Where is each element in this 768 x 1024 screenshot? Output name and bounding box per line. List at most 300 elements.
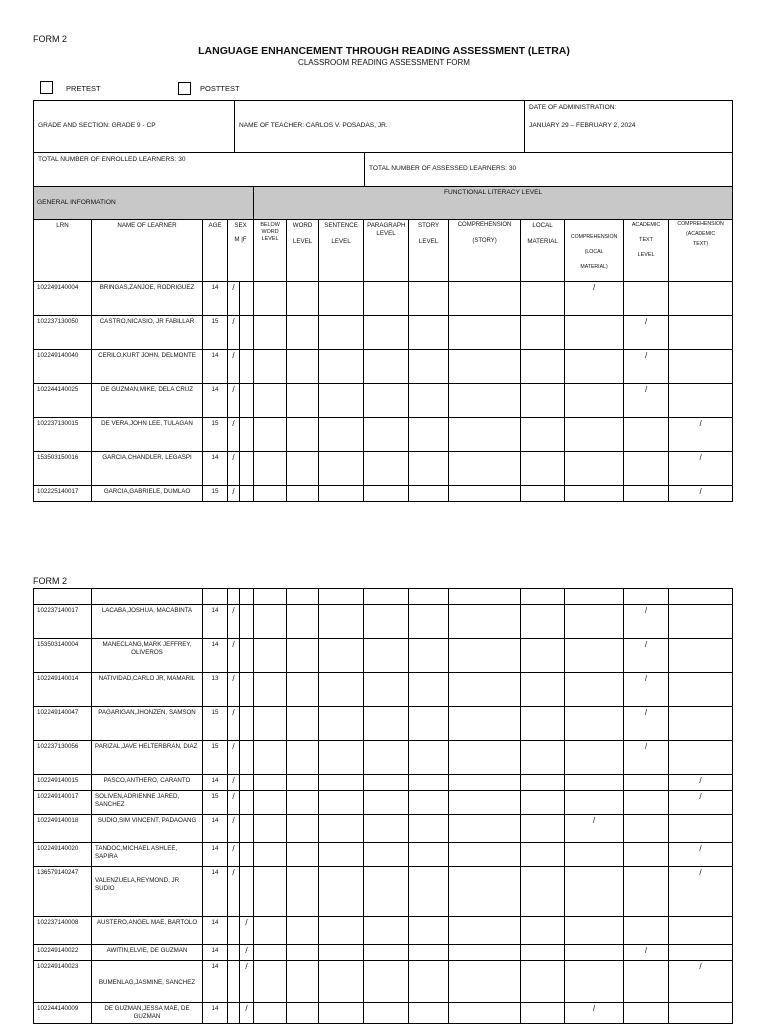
empty-cell: [287, 843, 319, 867]
age-cell: 14: [203, 350, 228, 384]
col-sentence: [319, 220, 364, 282]
age-cell: 13: [203, 673, 228, 707]
lrn-cell: 102249140020: [34, 843, 92, 867]
empty-cell: [449, 843, 521, 867]
empty-cell: [319, 867, 364, 917]
col-sex: [228, 220, 254, 282]
col-local-2: MATERIAL: [527, 238, 558, 246]
lrn-cell: 136579140247: [34, 867, 92, 917]
learner-rows-1: [34, 282, 733, 502]
col-comp-story: [449, 220, 521, 282]
col-comp-acad-1: COMPREHENSION: [677, 221, 724, 227]
empty-cell: [521, 775, 565, 791]
table-row: [34, 418, 733, 452]
sex-female-mark: [240, 815, 254, 843]
empty-cell: [449, 775, 521, 791]
empty-cell: [521, 917, 565, 945]
empty-cell: [319, 791, 364, 815]
col-story: [409, 220, 449, 282]
lrn-cell: 102249140040: [34, 350, 92, 384]
empty-cell: [287, 673, 319, 707]
empty-cell: [364, 350, 409, 384]
empty-cell: [669, 316, 733, 350]
table-row: [34, 673, 733, 707]
learner-name: CASTRO,NICASIO, JR FABILLAR: [92, 316, 203, 350]
empty-cell: [409, 961, 449, 1003]
sex-male-mark: /: [228, 350, 240, 384]
empty-cell: [319, 282, 364, 316]
level-mark: /: [624, 316, 669, 350]
age-cell: 15: [203, 486, 228, 502]
empty-cell: [364, 917, 409, 945]
empty-cell: [521, 282, 565, 316]
level-mark: /: [624, 673, 669, 707]
empty-cell: [565, 791, 624, 815]
empty-cell: [409, 1003, 449, 1024]
level-mark: /: [565, 1003, 624, 1024]
sex-male-mark: /: [228, 673, 240, 707]
lrn-cell: 102249140015: [34, 775, 92, 791]
empty-cell: [521, 486, 565, 502]
empty-cell: [409, 418, 449, 452]
empty-cell: [287, 741, 319, 775]
sex-male-mark: /: [228, 791, 240, 815]
col-word-1: WORD: [292, 222, 313, 229]
level-mark: /: [565, 815, 624, 843]
sex-female-mark: [240, 707, 254, 741]
sex-male-mark: [228, 961, 240, 1003]
table-row: [34, 316, 733, 350]
col-sex-mf: M |F: [234, 236, 247, 244]
empty-cell: [449, 707, 521, 741]
empty-cell: [319, 316, 364, 350]
empty-cell: [254, 639, 287, 673]
lrn-cell: 153503150016: [34, 452, 92, 486]
age-cell: 14: [203, 605, 228, 639]
learner-rows-2: [34, 605, 733, 1024]
col-comp-acad-2: (ACADEMIC: [686, 230, 716, 237]
empty-cell: [669, 605, 733, 639]
col-comp-local-2: (LOCAL: [584, 248, 604, 255]
empty-cell: [409, 452, 449, 486]
empty-cell: [449, 418, 521, 452]
col-lrn: LRN: [34, 220, 92, 282]
empty-cell: [364, 1003, 409, 1024]
table-row: [34, 741, 733, 775]
empty-cell: [287, 961, 319, 1003]
empty-cell: [319, 418, 364, 452]
empty-cell: [624, 452, 669, 486]
empty-cell: [624, 843, 669, 867]
sex-female-mark: /: [240, 945, 254, 961]
sex-male-mark: [228, 945, 240, 961]
lrn-cell: 102249140023: [34, 961, 92, 1003]
empty-cell: [319, 1003, 364, 1024]
empty-cell: [565, 673, 624, 707]
empty-cell: [319, 843, 364, 867]
sex-male-mark: /: [228, 605, 240, 639]
empty-cell: [287, 452, 319, 486]
sex-female-mark: [240, 316, 254, 350]
empty-cell: [364, 843, 409, 867]
empty-cell: [364, 418, 409, 452]
functional-literacy-header: FUNCTIONAL LITERACY LEVEL: [254, 187, 733, 220]
learner-name: SUDIO,SIM VINCENT, PADAOANG: [92, 815, 203, 843]
empty-cell: [319, 452, 364, 486]
empty-cell: [409, 945, 449, 961]
age-cell: 15: [203, 791, 228, 815]
lrn-cell: 102237140017: [34, 605, 92, 639]
col-local-1: LOCAL: [532, 222, 553, 229]
learner-name: AWITIN,ELVIE, DE GUZMAN: [92, 945, 203, 961]
empty-cell: [254, 917, 287, 945]
sex-female-mark: /: [240, 961, 254, 1003]
empty-cell: [409, 282, 449, 316]
empty-cell: [449, 605, 521, 639]
empty-cell: [254, 673, 287, 707]
empty-cell: [449, 350, 521, 384]
empty-cell: [254, 707, 287, 741]
empty-cell: [565, 486, 624, 502]
empty-cell: [319, 673, 364, 707]
empty-cell: [287, 867, 319, 917]
sex-female-mark: [240, 418, 254, 452]
lrn-cell: 102249140018: [34, 815, 92, 843]
empty-cell: [565, 418, 624, 452]
empty-cell: [364, 741, 409, 775]
empty-cell: [449, 316, 521, 350]
lrn-cell: 102249140022: [34, 945, 92, 961]
empty-cell: [287, 815, 319, 843]
empty-cell: [449, 741, 521, 775]
lrn-cell: 102225140017: [34, 486, 92, 502]
header-info-table: [33, 100, 733, 187]
empty-cell: [669, 707, 733, 741]
learner-name: AUSTERO,ANGEL MAE, BARTOLO: [92, 917, 203, 945]
lrn-cell: 102244140009: [34, 1003, 92, 1024]
empty-cell: [409, 639, 449, 673]
sex-male-mark: /: [228, 867, 240, 917]
sex-female-mark: [240, 605, 254, 639]
empty-cell: [319, 741, 364, 775]
empty-cell: [565, 316, 624, 350]
empty-cell: [364, 673, 409, 707]
empty-cell: [565, 945, 624, 961]
posttest-checkbox[interactable]: [178, 82, 191, 95]
empty-cell: [409, 605, 449, 639]
lrn-cell: 102237140008: [34, 917, 92, 945]
sex-male-mark: /: [228, 775, 240, 791]
empty-cell: [364, 815, 409, 843]
table-row: [34, 815, 733, 843]
sex-female-mark: /: [240, 917, 254, 945]
learner-name: PAGARIGAN,JHONZEN, SAMSON: [92, 707, 203, 741]
col-paragraph: PARAGRAPH LEVEL: [364, 220, 409, 282]
empty-cell: [364, 961, 409, 1003]
blank-header-row: [34, 589, 733, 605]
sex-male-mark: /: [228, 316, 240, 350]
sex-female-mark: [240, 791, 254, 815]
empty-cell: [669, 639, 733, 673]
empty-cell: [287, 282, 319, 316]
col-academic-3: LEVEL: [637, 252, 655, 259]
learner-name: MANECLANG,MARK JEFFREY, OLIVEROS: [92, 639, 203, 673]
empty-cell: [449, 639, 521, 673]
age-cell: 14: [203, 867, 228, 917]
empty-cell: [669, 282, 733, 316]
table-row: [34, 452, 733, 486]
empty-cell: [409, 350, 449, 384]
table-row: [34, 843, 733, 867]
level-mark: /: [624, 605, 669, 639]
grade-section: GRADE AND SECTION: GRADE 9 - CP: [34, 101, 235, 153]
enrolled-count: TOTAL NUMBER OF ENROLLED LEARNERS: 30: [34, 153, 365, 187]
empty-cell: [449, 486, 521, 502]
assessment-table-1: [33, 186, 733, 502]
empty-cell: [364, 775, 409, 791]
empty-cell: [409, 791, 449, 815]
sex-female-mark: /: [240, 1003, 254, 1024]
empty-cell: [364, 791, 409, 815]
empty-cell: [409, 917, 449, 945]
empty-cell: [669, 350, 733, 384]
empty-cell: [449, 282, 521, 316]
empty-cell: [319, 605, 364, 639]
empty-cell: [254, 791, 287, 815]
empty-cell: [521, 791, 565, 815]
sex-female-mark: [240, 452, 254, 486]
age-cell: 15: [203, 418, 228, 452]
col-word-2: LEVEL: [292, 238, 313, 246]
col-sentence-1: SENTENCE: [324, 222, 358, 229]
empty-cell: [254, 418, 287, 452]
empty-cell: [319, 815, 364, 843]
col-story-2: LEVEL: [418, 238, 439, 246]
empty-cell: [409, 486, 449, 502]
table-row: [34, 867, 733, 917]
empty-cell: [364, 605, 409, 639]
empty-cell: [254, 961, 287, 1003]
empty-cell: [409, 384, 449, 418]
level-mark: /: [624, 945, 669, 961]
learner-name: GARCIA,GABRIELE, DUMLAO: [92, 486, 203, 502]
empty-cell: [364, 316, 409, 350]
posttest-label: POSTTEST: [200, 84, 240, 93]
sex-female-mark: [240, 384, 254, 418]
empty-cell: [521, 843, 565, 867]
empty-cell: [669, 815, 733, 843]
empty-cell: [449, 917, 521, 945]
empty-cell: [287, 791, 319, 815]
level-mark: /: [669, 961, 733, 1003]
empty-cell: [521, 605, 565, 639]
empty-cell: [449, 452, 521, 486]
col-academic-1: ACADEMIC: [631, 222, 661, 228]
sex-male-mark: /: [228, 486, 240, 502]
empty-cell: [287, 639, 319, 673]
empty-cell: [565, 350, 624, 384]
age-cell: 14: [203, 384, 228, 418]
empty-cell: [254, 815, 287, 843]
empty-cell: [319, 775, 364, 791]
empty-cell: [521, 867, 565, 917]
learner-name: PARIZAL,JAVE HELTERBRAN, DIAZ: [92, 741, 203, 775]
empty-cell: [319, 486, 364, 502]
empty-cell: [364, 486, 409, 502]
sex-female-mark: [240, 350, 254, 384]
age-cell: 15: [203, 707, 228, 741]
empty-cell: [669, 945, 733, 961]
empty-cell: [449, 791, 521, 815]
table-row: [34, 639, 733, 673]
col-comp-story-1: COMPREHENSION: [457, 222, 512, 228]
empty-cell: [364, 452, 409, 486]
empty-cell: [521, 452, 565, 486]
level-mark: /: [669, 867, 733, 917]
empty-cell: [624, 486, 669, 502]
empty-cell: [254, 741, 287, 775]
empty-cell: [565, 917, 624, 945]
table-row: [34, 775, 733, 791]
empty-cell: [624, 418, 669, 452]
lrn-cell: 102237130015: [34, 418, 92, 452]
empty-cell: [364, 282, 409, 316]
empty-cell: [254, 282, 287, 316]
empty-cell: [449, 815, 521, 843]
learner-name: BRINGAS,ZANJOE, RODRIGUEZ: [92, 282, 203, 316]
sex-male-mark: /: [228, 452, 240, 486]
empty-cell: [409, 843, 449, 867]
empty-cell: [287, 1003, 319, 1024]
col-sex-label: SEX: [234, 222, 247, 229]
table-row: [34, 1003, 733, 1024]
table-row: [34, 282, 733, 316]
col-academic: [624, 220, 669, 282]
learner-name: LACABA,JOSHUA, MACABINTA: [92, 605, 203, 639]
empty-cell: [254, 775, 287, 791]
learner-name: TANDOC,MICHAEL ASHLEE, SAPIRA: [92, 843, 203, 867]
empty-cell: [319, 639, 364, 673]
col-comp-local: [565, 220, 624, 282]
col-comp-acad-3: TEXT): [693, 240, 709, 247]
learner-name: DE GUZMAN,JESSA MAE, DE GUZMAN: [92, 1003, 203, 1024]
pretest-label: PRETEST: [66, 84, 101, 93]
empty-cell: [254, 945, 287, 961]
learner-name: CERILO,KURT JOHN, DELMONTE: [92, 350, 203, 384]
empty-cell: [449, 867, 521, 917]
form-label: FORM 2: [33, 34, 68, 44]
age-cell: 14: [203, 815, 228, 843]
empty-cell: [287, 917, 319, 945]
table-row: [34, 707, 733, 741]
col-word: [287, 220, 319, 282]
sex-female-mark: [240, 843, 254, 867]
assessment-table-2: [33, 588, 733, 1024]
col-local: [521, 220, 565, 282]
empty-cell: [254, 605, 287, 639]
empty-cell: [287, 384, 319, 418]
empty-cell: [521, 639, 565, 673]
col-below-word: BELOW WORD LEVEL: [254, 220, 287, 282]
empty-cell: [287, 418, 319, 452]
empty-cell: [624, 282, 669, 316]
form-subtitle: CLASSROOM READING ASSESSMENT FORM: [298, 58, 470, 67]
pretest-checkbox[interactable]: [40, 81, 53, 94]
empty-cell: [449, 384, 521, 418]
level-mark: /: [669, 791, 733, 815]
empty-cell: [287, 486, 319, 502]
empty-cell: [287, 775, 319, 791]
empty-cell: [669, 741, 733, 775]
empty-cell: [521, 741, 565, 775]
sex-male-mark: [228, 1003, 240, 1024]
empty-cell: [409, 673, 449, 707]
assessed-count: TOTAL NUMBER OF ASSESSED LEARNERS: 30: [365, 153, 733, 187]
lrn-cell: 102237130056: [34, 741, 92, 775]
empty-cell: [449, 1003, 521, 1024]
col-comp-academic: [669, 220, 733, 282]
empty-cell: [409, 815, 449, 843]
empty-cell: [669, 384, 733, 418]
age-cell: 14: [203, 961, 228, 1003]
lrn-cell: 102237130050: [34, 316, 92, 350]
form-title: LANGUAGE ENHANCEMENT THROUGH READING ASSESSMENT (LETRA): [198, 45, 570, 57]
empty-cell: [565, 605, 624, 639]
sex-male-mark: /: [228, 815, 240, 843]
empty-cell: [624, 961, 669, 1003]
date-cell: [525, 101, 733, 153]
col-comp-local-3: MATERIAL): [580, 263, 608, 270]
table-row: [34, 486, 733, 502]
age-cell: 14: [203, 843, 228, 867]
age-cell: 14: [203, 1003, 228, 1024]
empty-cell: [624, 775, 669, 791]
empty-cell: [521, 815, 565, 843]
learner-name: SOLIVEN,ADRIENNE JARED, SANCHEZ: [92, 791, 203, 815]
empty-cell: [669, 673, 733, 707]
level-mark: /: [624, 639, 669, 673]
column-header-row: [34, 220, 733, 282]
empty-cell: [319, 707, 364, 741]
learner-name: PASCO,ANTHERO, CARANTO: [92, 775, 203, 791]
lrn-cell: 153503140004: [34, 639, 92, 673]
age-cell: 14: [203, 917, 228, 945]
empty-cell: [254, 452, 287, 486]
empty-cell: [319, 384, 364, 418]
sex-male-mark: /: [228, 707, 240, 741]
empty-cell: [624, 815, 669, 843]
learner-name: VALENZUELA,REYMOND, JR SUDIO: [92, 867, 203, 917]
table-row: [34, 350, 733, 384]
empty-cell: [521, 945, 565, 961]
level-mark: /: [624, 350, 669, 384]
col-comp-story-2: (STORY): [472, 237, 497, 244]
empty-cell: [409, 775, 449, 791]
empty-cell: [409, 867, 449, 917]
table-row: [34, 945, 733, 961]
sex-male-mark: /: [228, 384, 240, 418]
col-age: AGE: [203, 220, 228, 282]
lrn-cell: 102249140047: [34, 707, 92, 741]
empty-cell: [521, 1003, 565, 1024]
empty-cell: [624, 791, 669, 815]
empty-cell: [624, 1003, 669, 1024]
level-mark: /: [669, 775, 733, 791]
empty-cell: [364, 867, 409, 917]
empty-cell: [319, 961, 364, 1003]
empty-cell: [364, 945, 409, 961]
empty-cell: [254, 1003, 287, 1024]
